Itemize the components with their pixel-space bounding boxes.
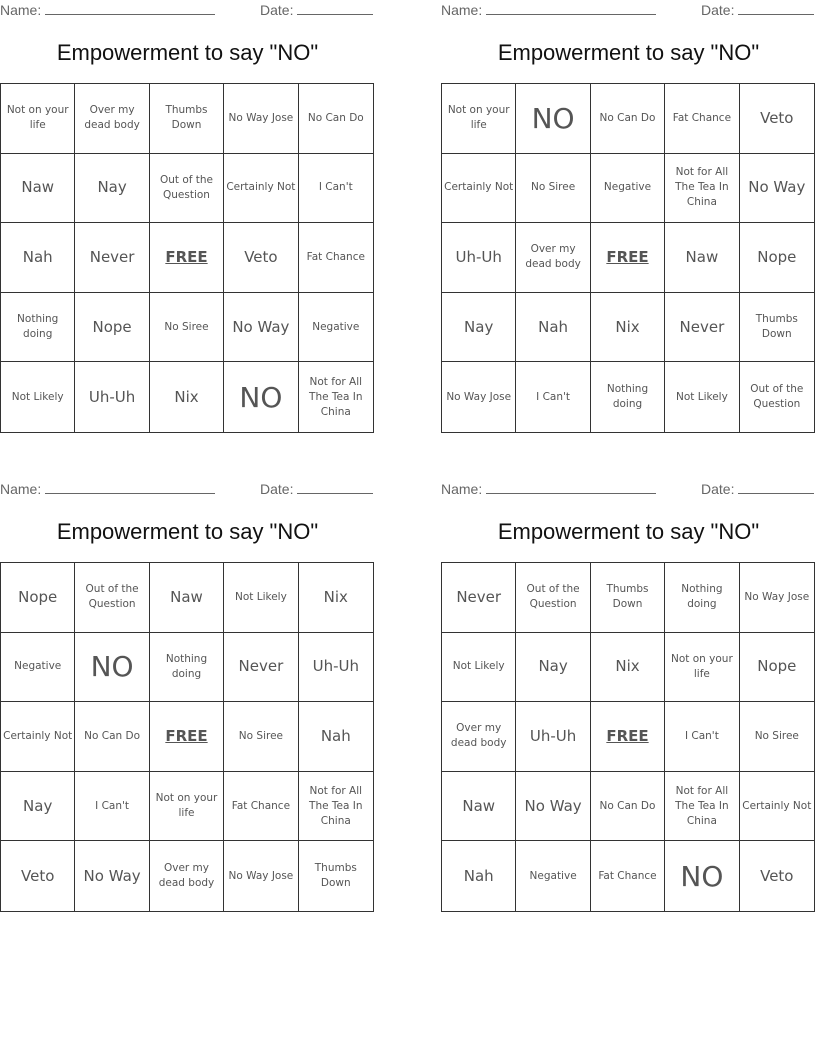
bingo-cell: I Can't [516,362,590,432]
bingo-cell: Nope [75,293,149,363]
bingo-cell: Over my dead body [75,84,149,154]
bingo-cell: I Can't [665,702,739,772]
free-space-cell: FREE [591,702,665,772]
bingo-cell: Not on your life [665,633,739,703]
bingo-cell: No Way Jose [740,563,814,633]
bingo-cell: I Can't [299,154,373,224]
bingo-cell: Certainly Not [442,154,516,224]
bingo-cell: Never [75,223,149,293]
bingo-cell: NO [516,84,590,154]
bingo-cell: Thumbs Down [591,563,665,633]
bingo-cell: Not for All The Tea In China [665,154,739,224]
bingo-cell: Veto [740,84,814,154]
bingo-cell: Fat Chance [224,772,298,842]
bingo-cell: Out of the Question [150,154,224,224]
bingo-cell: Thumbs Down [150,84,224,154]
name-label: Name: [441,2,483,18]
card-title: Empowerment to say "NO" [56,519,319,544]
date-label: Date: [701,2,735,18]
bingo-cell: Not on your life [150,772,224,842]
bingo-cell: Nah [1,223,75,293]
date-label: Date: [260,2,294,18]
bingo-cell: Not on your life [1,84,75,154]
free-space-cell: FREE [150,702,224,772]
bingo-cell: Nah [516,293,590,363]
bingo-cell: Never [442,563,516,633]
bingo-cell: Naw [665,223,739,293]
bingo-cell: Certainly Not [224,154,298,224]
bingo-cell: NO [665,841,739,911]
bingo-cell: Uh-Uh [442,223,516,293]
date-label: Date: [260,481,294,497]
bingo-cell: Uh-Uh [299,633,373,703]
bingo-card-1 [0,0,375,435]
bingo-cell: Not Likely [224,563,298,633]
card-header [441,0,816,20]
bingo-cell: No Way Jose [224,841,298,911]
bingo-cell: Negative [591,154,665,224]
bingo-grid [0,562,374,912]
bingo-cell: Veto [1,841,75,911]
bingo-cell: No Can Do [299,84,373,154]
bingo-cell: Over my dead body [516,223,590,293]
bingo-cell: Nay [516,633,590,703]
bingo-cell: Negative [1,633,75,703]
bingo-cell: No Can Do [591,84,665,154]
bingo-card-4 [441,479,816,914]
bingo-cell: Nope [740,223,814,293]
bingo-cell: Nothing doing [150,633,224,703]
bingo-cell: No Can Do [75,702,149,772]
bingo-cell: Negative [299,293,373,363]
bingo-cell: No Siree [224,702,298,772]
bingo-grid [441,562,815,912]
bingo-cell: I Can't [75,772,149,842]
bingo-cell: Never [665,293,739,363]
name-label: Name: [441,481,483,497]
bingo-cell: Out of the Question [75,563,149,633]
card-header [0,0,375,20]
card-title: Empowerment to say "NO" [497,40,760,65]
bingo-cell: Not for All The Tea In China [309,375,363,418]
bingo-cell: Nix [591,633,665,703]
date-line [738,481,814,494]
bingo-cell: NO [75,633,149,703]
bingo-cell: No Siree [150,293,224,363]
bingo-cell: Nix [150,362,224,432]
bingo-grid [441,83,815,433]
free-space-cell: FREE [591,223,665,293]
name-line [486,481,656,494]
bingo-cell: Not for All The Tea In China [665,772,739,842]
date-field [260,2,373,18]
bingo-cell: Nothing doing [591,362,665,432]
bingo-cell: No Way [224,293,298,363]
free-space-cell: FREE [150,223,224,293]
bingo-cell: Uh-Uh [516,702,590,772]
bingo-cell: Not on your life [442,84,516,154]
bingo-cell: Nix [591,293,665,363]
bingo-cell: Certainly Not [740,772,814,842]
bingo-cell: Not Likely [1,362,75,432]
bingo-cell: Fat Chance [299,223,373,293]
bingo-cell: Not for All The Tea In China [299,772,373,842]
card-title: Empowerment to say "NO" [56,40,319,65]
bingo-cell: No Way Jose [224,84,298,154]
date-line [297,2,373,15]
date-field [701,481,814,497]
name-line [45,481,215,494]
date-label: Date: [701,481,735,497]
bingo-cell: NO [224,362,298,432]
bingo-cell: Veto [224,223,298,293]
bingo-cell: Thumbs Down [314,862,357,890]
bingo-cell: Over my dead body [442,702,516,772]
date-line [738,2,814,15]
bingo-cell: Naw [150,563,224,633]
bingo-cell: Over my dead body [150,841,224,911]
name-label: Name: [0,2,42,18]
name-field [0,2,215,18]
bingo-card-3 [0,479,375,914]
bingo-cell: Out of the Question [516,563,590,633]
bingo-cell: Nay [1,772,75,842]
name-field [441,481,656,497]
bingo-cell: Naw [1,154,75,224]
bingo-cell: Uh-Uh [75,362,149,432]
name-label: Name: [0,481,42,497]
card-header [441,479,816,499]
bingo-cell: No Way [740,154,814,224]
bingo-cell: No Can Do [591,772,665,842]
bingo-cell: Negative [516,841,590,911]
bingo-cell: Nah [442,841,516,911]
date-field [260,481,373,497]
bingo-cell: Certainly Not [1,702,75,772]
bingo-cell: Never [224,633,298,703]
bingo-grid [0,83,374,433]
bingo-cell: No Way Jose [442,362,516,432]
bingo-cell: Thumbs Down [740,293,814,363]
bingo-cell: No Siree [516,154,590,224]
bingo-cell: Nope [1,563,75,633]
bingo-cell: Nothing doing [1,293,75,363]
bingo-cell: Not Likely [442,633,516,703]
date-line [297,481,373,494]
name-line [45,2,215,15]
bingo-cell: Not Likely [665,362,739,432]
name-field [0,481,215,497]
bingo-cell: Naw [442,772,516,842]
name-line [486,2,656,15]
bingo-cell: Nix [299,563,373,633]
date-field [701,2,814,18]
bingo-cell: Nothing doing [665,563,739,633]
bingo-cell: No Siree [740,702,814,772]
bingo-cell: No Way [516,772,590,842]
bingo-cell: Fat Chance [591,841,665,911]
bingo-cell: Veto [760,866,794,885]
bingo-cell: Out of the Question [750,383,804,411]
bingo-card-2 [441,0,816,435]
bingo-cell: Nay [75,154,149,224]
name-field [441,2,656,18]
card-title: Empowerment to say "NO" [497,519,760,544]
bingo-cell: Fat Chance [665,84,739,154]
bingo-cell: Nay [442,293,516,363]
card-header [0,479,375,499]
bingo-cell: Nah [299,702,373,772]
bingo-cell: No Way [75,841,149,911]
bingo-cell: Nope [740,633,814,703]
